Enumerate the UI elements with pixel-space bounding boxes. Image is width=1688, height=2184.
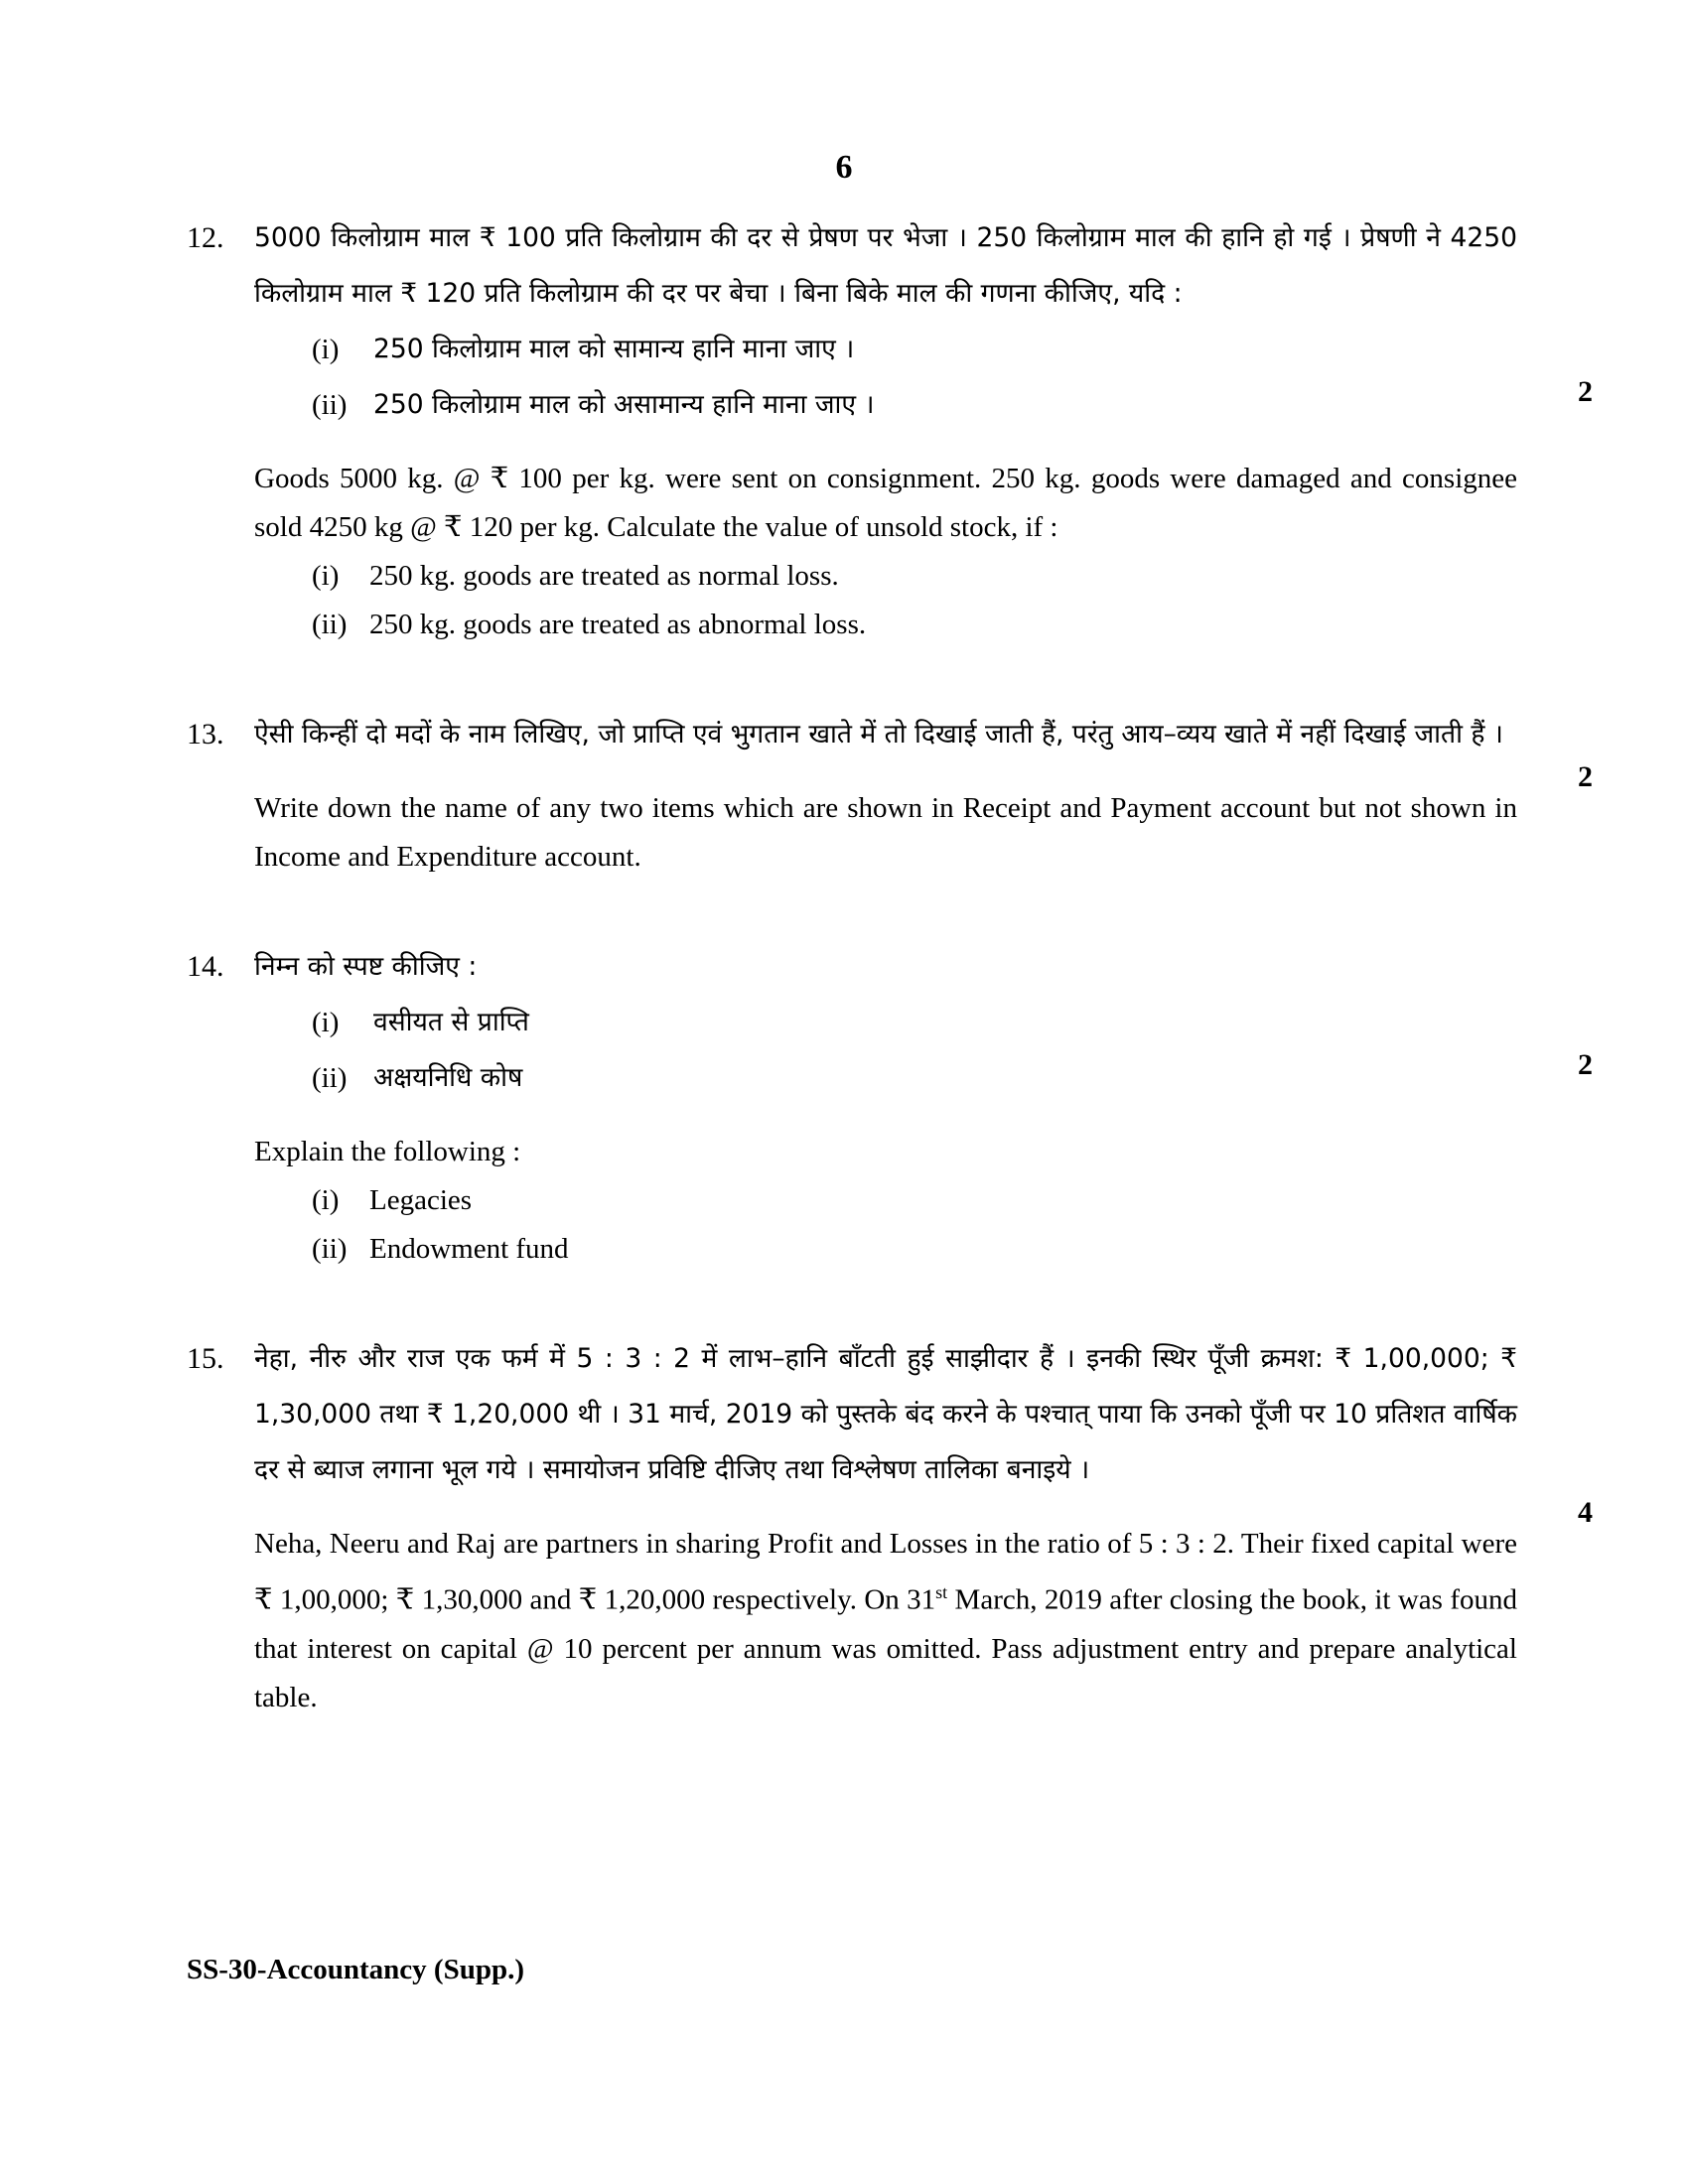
question-12-hindi-text: 5000 किलोग्राम माल ₹ 100 प्रति किलोग्राम की दर से प्रेषण पर भेजा । 250 किलोग्राम माल की हानि हो गई । प्रेषणी ने 4250 किलोग्राम माल ₹ 120 प्रति किलोग्राम की दर पर बेचा । बिना बिके माल की गणना कीजिए, यदि : — [254, 222, 1517, 309]
sub-text: अक्षयनिधि कोष — [373, 1062, 523, 1093]
sub-marker: (ii) — [312, 609, 348, 640]
sub-marker: (ii) — [312, 1062, 348, 1094]
list-item — [254, 552, 1517, 601]
sub-marker: (ii) — [312, 389, 348, 421]
sub-marker: (i) — [312, 560, 340, 592]
sub-marker: (i) — [312, 1184, 340, 1216]
page-number: 6 — [835, 149, 853, 186]
question-15-english-text — [254, 1520, 1517, 1722]
page-footer: SS-30-Accountancy (Supp.) — [187, 1954, 524, 1985]
question-14-hindi-subitems — [254, 995, 1593, 1106]
question-14-marks: 2 — [1578, 1048, 1593, 1081]
ordinal-suffix: st — [935, 1582, 948, 1602]
question-15 — [187, 1331, 1593, 1722]
sub-text: 250 किलोग्राम माल को सामान्य हानि माना जाए । — [373, 334, 855, 364]
question-14-english-subitems — [254, 1176, 1517, 1274]
question-13 — [187, 707, 1593, 882]
question-13-hindi-text: ऐसी किन्हीं दो मदों के नाम लिखिए, जो प्राप्ति एवं भुगतान खाते में तो दिखाई जाती हैं, परंतु आय–व्यय खाते में नहीं दिखाई जाती हैं । — [254, 719, 1503, 750]
sub-text: 250 किलोग्राम माल को असामान्य हानि माना जाए । — [373, 389, 875, 420]
list-item — [254, 601, 1517, 649]
sub-text: वसीयत से प्राप्ति — [373, 1007, 529, 1037]
question-15-english-part1: Neha, Neeru and Raj are partners in sharing Profit and Losses in the ratio of 5 : 3 : 2. Their fixed capital were ₹ 1,00,000; ₹ 1,30,000 and ₹ 1,20,000 respectively. On 31 — [254, 1528, 1517, 1616]
sub-text: 250 kg. goods are treated as abnormal loss. — [369, 609, 867, 640]
sub-text: Legacies — [369, 1184, 473, 1216]
questions-container — [187, 210, 1593, 1722]
question-12 — [187, 210, 1593, 649]
question-12-english-subitems — [254, 552, 1517, 649]
question-12-english-text: Goods 5000 kg. @ ₹ 100 per kg. were sent on consignment. 250 kg. goods were damaged and consignee sold 4250 kg @ ₹ 120 per kg. Calculate the value of unsold stock, if : — [254, 463, 1517, 543]
sub-marker: (i) — [312, 1007, 340, 1038]
list-item — [254, 995, 1517, 1050]
question-12-number: 12. — [187, 221, 224, 254]
sub-marker: (i) — [312, 334, 340, 365]
list-item — [254, 322, 1517, 377]
list-item — [254, 375, 1593, 433]
question-14 — [187, 939, 1593, 1274]
list-item — [254, 1176, 1517, 1225]
sub-marker: (ii) — [312, 1233, 348, 1265]
question-12-marks: 2 — [1578, 375, 1593, 408]
sub-text: 250 kg. goods are treated as normal loss. — [369, 560, 839, 592]
question-14-hindi-text: निम्न को स्पष्ट कीजिए : — [254, 951, 478, 982]
question-14-number: 14. — [187, 950, 224, 983]
question-15-english-part2: March, 2019 after closing the book, it was found that interest on capital @ 10 percent per annum was omitted. Pass adjustment entry and prepare analytical table. — [254, 1583, 1517, 1713]
list-item — [254, 1048, 1593, 1106]
question-14-english-text: Explain the following : — [254, 1136, 521, 1167]
question-13-number: 13. — [187, 718, 224, 751]
question-13-marks: 2 — [1578, 760, 1593, 793]
question-15-number: 15. — [187, 1342, 224, 1375]
question-15-marks: 4 — [1578, 1496, 1593, 1529]
question-13-english-text: Write down the name of any two items which are shown in Receipt and Payment account but not shown in Income and Expenditure account. — [254, 792, 1517, 873]
question-12-hindi-subitems — [254, 322, 1593, 433]
question-15-hindi-text: नेहा, नीरु और राज एक फर्म में 5 : 3 : 2 में लाभ–हानि बाँटती हुई साझीदार हैं । इनकी स्थिर पूँजी क्रमश: ₹ 1,00,000; ₹ 1,30,000 तथा ₹ 1,20,000 थी । 31 मार्च, 2019 को पुस्तके बंद करने के पश्चात् पाया कि उनको पूँजी पर 10 प्रतिशत वार्षिक दर से ब्याज लगाना भूल गये । समायोजन प्रविष्टि दीजिए तथा विश्लेषण तालिका बनाइये । — [254, 1343, 1517, 1485]
list-item — [254, 1225, 1517, 1274]
sub-text: Endowment fund — [369, 1233, 569, 1265]
